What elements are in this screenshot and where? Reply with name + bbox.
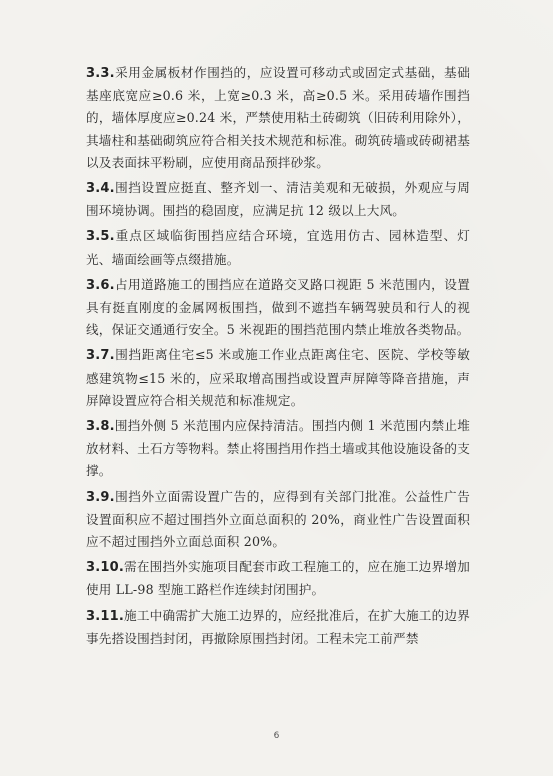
clause-text: 围挡距离住宅≤5 米或施工作业点距离住宅、医院、学校等敏感建筑物≤15 米的，应采取增高围挡或设置声屏障等降音措施，声屏障设置应符合相关规范和标准规定。	[86, 347, 470, 408]
clause-text: 围挡外侧 5 米范围内应保持清洁。围挡内侧 1 米范围内禁止堆放材料、土石方等物料。禁止将围挡用作挡土墙或其他设施设备的支撑。	[86, 418, 470, 479]
clause-number: 3.5.	[86, 229, 115, 245]
clause-3-9	[86, 486, 470, 554]
clause-3-3	[86, 62, 470, 174]
clause-number: 3.11.	[86, 608, 125, 624]
clause-text: 采用金属板材作围挡的，应设置可移动式或固定式基础，基础基座底宽应≥0.6 米，上宽≥0.3 米，高≥0.5 米。采用砖墙作围挡的，墙体厚度应≥0.24 米，严禁使用粘土砖砌筑（旧砖利用除外），其墙柱和基础砌筑应符合相关技术规范和标准。砌筑砖墙或砖砌裙基以及表面抹平粉刷，应使用商品预拌砂浆。	[86, 65, 470, 170]
clause-text: 围挡设置应挺直、整齐划一、清洁美观和无破损，外观应与周围环境协调。围挡的稳固度，应满足抗 12 级以上大风。	[86, 180, 470, 219]
clause-3-6	[86, 274, 470, 342]
clause-number: 3.7.	[86, 348, 115, 364]
clause-text: 占用道路施工的围挡应在道路交叉路口视距 5 米范围内，设置具有挺直刚度的金属网板围挡，做到不遮挡车辆驾驶员和行人的视线，保证交通通行安全。5 米视距的围挡范围内禁止堆放各类物品。	[86, 276, 470, 338]
clause-number: 3.3.	[86, 66, 115, 81]
clause-text: 重点区域临街围挡应结合环境，宜选用仿古、园林造型、灯光、墙面绘画等点缀措施。	[86, 228, 470, 267]
clause-number: 3.10.	[86, 560, 125, 576]
clause-text: 围挡外立面需设置广告的，应得到有关部门批准。公益性广告设置面积应不超过围挡外立面总面积的 20%，商业性广告设置面积应不超过围挡外立面总面积 20%。	[86, 488, 470, 550]
clause-3-11	[86, 605, 470, 650]
body-text	[86, 62, 470, 653]
clause-3-10	[86, 556, 470, 601]
clause-3-8	[86, 415, 470, 483]
clause-number: 3.4.	[86, 181, 115, 197]
clause-3-5	[86, 225, 470, 270]
clause-text: 需在围挡外实施项目配套市政工程施工的，应在施工边界增加使用 LL-98 型施工路栏作连续封闭围护。	[86, 559, 470, 598]
clause-3-4	[86, 177, 470, 222]
page-number: 6	[273, 731, 280, 741]
clause-number: 3.8.	[86, 419, 115, 435]
clause-number: 3.6.	[86, 277, 115, 293]
clause-3-7	[86, 344, 470, 412]
clause-text: 施工中确需扩大施工边界的，应经批准后，在扩大施工的边界事先搭设围挡封闭，再撤除原围挡封闭。工程未完工前严禁	[86, 607, 470, 646]
clause-number: 3.9.	[86, 489, 115, 505]
